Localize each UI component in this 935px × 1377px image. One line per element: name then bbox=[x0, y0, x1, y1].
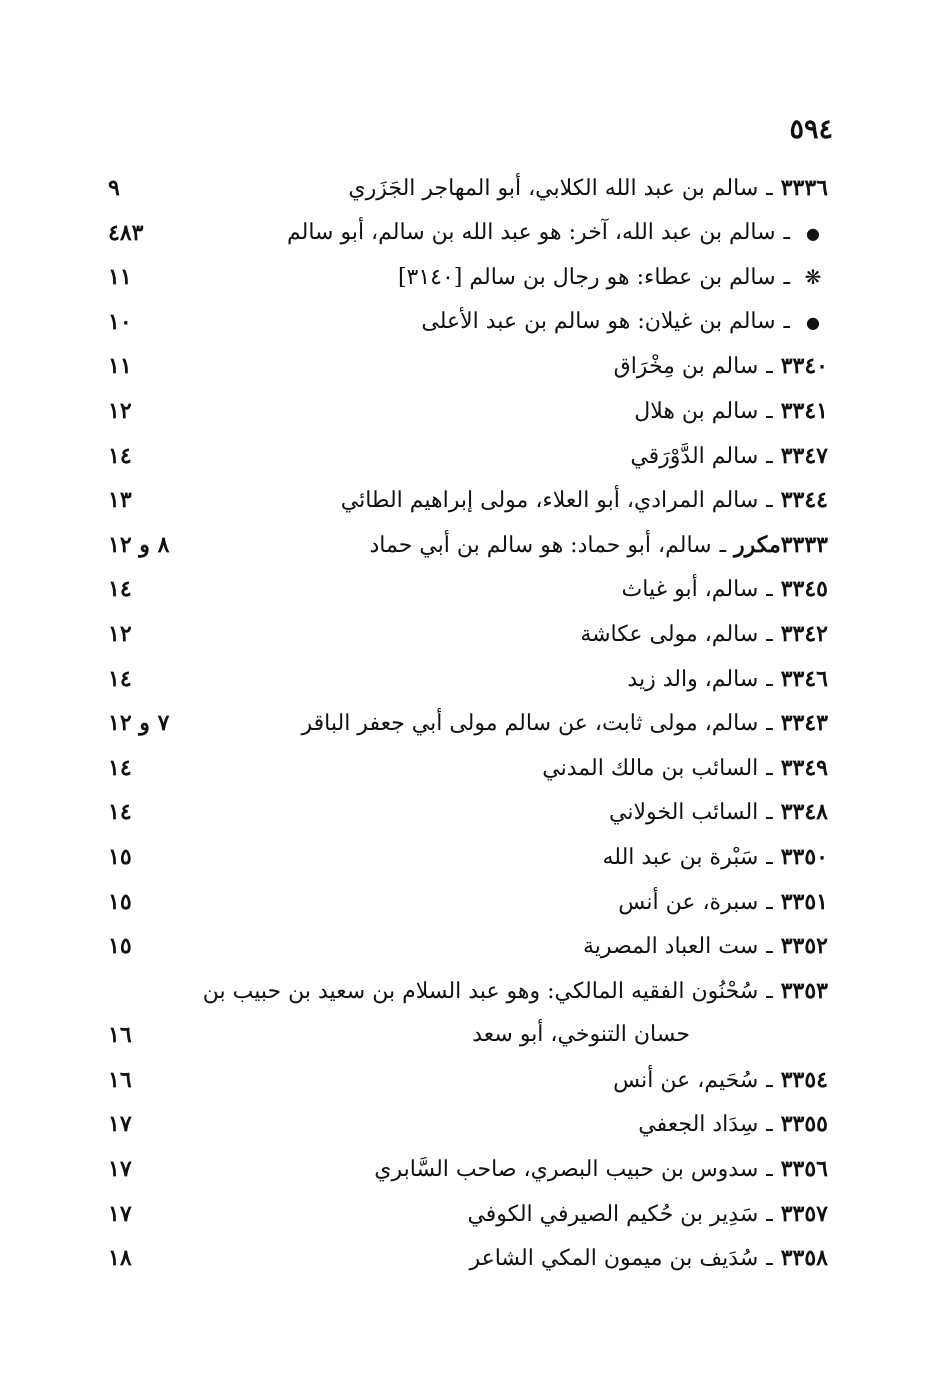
entry-page-ref: ١٧ bbox=[108, 1111, 132, 1138]
entry-page-ref: ١٦ bbox=[108, 1022, 132, 1049]
entry-name: سَدِير بن حُكيم الصيرفي الكوفي bbox=[467, 1201, 759, 1227]
entry-name: سِدَاد الجعفي bbox=[638, 1112, 759, 1138]
entry-dash: ـ bbox=[766, 666, 773, 692]
entry-dash: ـ bbox=[766, 488, 773, 514]
entry-dash: ـ bbox=[766, 889, 773, 915]
entry-dash: ـ bbox=[766, 621, 773, 647]
entry-dash: ـ bbox=[766, 844, 773, 870]
entry-page-ref: ١٤ bbox=[108, 576, 132, 603]
entry-page-ref: ١٣ bbox=[108, 487, 132, 514]
entry-name: سبرة، عن أنس bbox=[618, 889, 759, 915]
index-entry bbox=[108, 657, 828, 702]
entry-page-ref: ١٨ bbox=[108, 1245, 132, 1272]
entry-dash: ـ bbox=[766, 978, 773, 1004]
entry-name: سالم بن غيلان: هو سالم بن عبد الأعلى bbox=[421, 308, 776, 334]
entry-dash: ـ bbox=[766, 711, 773, 737]
entry-name: سالم بن عبد الله الكلابي، أبو المهاجر الجَزَري bbox=[348, 176, 759, 201]
index-entry bbox=[108, 434, 828, 479]
entry-page-ref: ١٥ bbox=[108, 933, 132, 960]
index-entry bbox=[108, 1236, 828, 1281]
entry-number: ٣٣٥٠ bbox=[780, 843, 828, 870]
entry-number: ٣٣٥٦ bbox=[780, 1156, 828, 1183]
entry-name: سَبْرة بن عبد الله bbox=[602, 844, 759, 870]
entry-page-ref: ٧ و ١٢ bbox=[108, 710, 170, 737]
entry-name: سُحَيم، عن أنس bbox=[613, 1067, 759, 1093]
entry-number: ٣٣٣٦ bbox=[780, 175, 828, 201]
entry-number: ٣٣٥٧ bbox=[780, 1200, 828, 1227]
asterisk-icon: ❋ bbox=[804, 265, 822, 290]
entry-number: ٣٣٤٧ bbox=[780, 442, 828, 469]
index-entry bbox=[108, 523, 828, 568]
page-number: ٥٩٤ bbox=[789, 114, 833, 145]
entry-name: سالم، مولى ثابت، عن سالم مولى أبي جعفر الباقر bbox=[301, 711, 759, 737]
bullet-dot-icon: ● bbox=[806, 223, 820, 243]
index-entry bbox=[108, 344, 828, 389]
index-entry bbox=[108, 612, 828, 657]
entry-dash: ـ bbox=[719, 532, 727, 558]
index-entry bbox=[108, 567, 828, 612]
entry-name: سُدَيف بن ميمون المكي الشاعر bbox=[469, 1246, 759, 1272]
entry-page-ref: ١١ bbox=[108, 264, 132, 291]
entry-name: سالم، أبو غياث bbox=[621, 577, 759, 603]
entry-name: سالم بن عبد الله، آخر: هو عبد الله بن سالم، أبو سالم bbox=[286, 219, 776, 245]
entry-dash: ـ bbox=[766, 934, 773, 960]
index-entry bbox=[108, 924, 828, 969]
entry-name: سدوس بن حبيب البصري، صاحب السَّابري bbox=[374, 1157, 759, 1183]
entry-dash: ـ bbox=[766, 577, 773, 603]
entry-page-ref: ١١ bbox=[108, 353, 132, 380]
index-entry bbox=[108, 1058, 828, 1103]
entry-page-ref: ١٥ bbox=[108, 843, 132, 870]
index-entry bbox=[108, 746, 828, 791]
index-entry bbox=[108, 255, 828, 300]
entry-dash: ـ bbox=[766, 755, 773, 781]
index-entry bbox=[108, 1192, 828, 1237]
entry-name: حسان التنوخي، أبو سعد bbox=[472, 1022, 690, 1048]
entry-name: سُحْنُون الفقيه المالكي: وهو عبد السلام بن سعيد بن حبيب بن bbox=[202, 978, 759, 1004]
entry-name: السائب بن مالك المدني bbox=[542, 755, 759, 781]
entry-dash: ـ bbox=[766, 354, 773, 380]
entry-page-ref: ٩ bbox=[108, 175, 120, 201]
index-entry bbox=[108, 969, 828, 1014]
entry-number: ٣٣٥٥ bbox=[780, 1111, 828, 1138]
entry-dash: ـ bbox=[766, 800, 773, 826]
entry-page-ref: ١٤ bbox=[108, 442, 132, 469]
entry-number: ٣٣٤٢ bbox=[780, 620, 828, 647]
index-entry bbox=[108, 1147, 828, 1192]
entry-name: سالم بن هلال bbox=[634, 398, 759, 424]
entry-dash: ـ bbox=[783, 219, 790, 245]
entry-number: ٣٣٥٨ bbox=[780, 1245, 828, 1272]
entry-number: ٣٣٥٢ bbox=[780, 933, 828, 960]
entry-dash: ـ bbox=[766, 1201, 773, 1227]
entry-dash: ـ bbox=[783, 265, 790, 291]
entry-page-ref: ١٦ bbox=[108, 1066, 132, 1093]
entry-page-ref: ٨ و ١٢ bbox=[108, 531, 170, 558]
entry-number: ٣٣٤٠ bbox=[780, 353, 828, 380]
entry-name: سالم بن مِخْرَاق bbox=[613, 354, 759, 380]
entry-dash: ـ bbox=[766, 1246, 773, 1272]
entry-number: ٣٣٥٤ bbox=[780, 1066, 828, 1093]
bullet-dot-icon: ● bbox=[806, 312, 820, 332]
entry-number: ٣٣٤٦ bbox=[780, 665, 828, 692]
entry-name: سالم، أبو حماد: هو سالم بن أبي حماد bbox=[369, 532, 712, 558]
entry-page-ref: ١٤ bbox=[108, 665, 132, 692]
entry-number: ٣٣٤٨ bbox=[780, 799, 828, 826]
entry-name: سالم، والد زيد bbox=[627, 666, 759, 692]
entry-page-ref: ١٤ bbox=[108, 799, 132, 826]
entry-name: سالم بن عطاء: هو رجال بن سالم [٣١٤٠] bbox=[397, 265, 776, 291]
entry-number: ٣٣٤٥ bbox=[780, 576, 828, 603]
index-entry bbox=[108, 1102, 828, 1147]
entry-name: ست العباد المصرية bbox=[583, 934, 759, 960]
entry-number: ٣٣٤٤ bbox=[780, 487, 828, 514]
entry-number: ٣٣٤٣ bbox=[780, 710, 828, 737]
entry-page-ref: ١٧ bbox=[108, 1200, 132, 1227]
index-entry-continuation bbox=[108, 1013, 828, 1058]
entry-number: ٣٣٣٣مكرر bbox=[734, 531, 828, 558]
entry-dash: ـ bbox=[766, 1157, 773, 1183]
entry-name: سالم المرادي، أبو العلاء، مولى إبراهيم الطائي bbox=[340, 488, 759, 514]
index-entry bbox=[108, 300, 828, 345]
entry-dash: ـ bbox=[766, 176, 773, 201]
entry-dash: ـ bbox=[766, 1112, 773, 1138]
entry-name: السائب الخولاني bbox=[609, 800, 759, 826]
index-entry bbox=[108, 701, 828, 746]
entry-dash: ـ bbox=[766, 1067, 773, 1093]
index-entry bbox=[108, 880, 828, 925]
entry-dash: ـ bbox=[783, 308, 790, 334]
entry-dash: ـ bbox=[766, 398, 773, 424]
entry-number: ٣٣٥١ bbox=[780, 888, 828, 915]
entry-page-ref: ١٠ bbox=[108, 308, 132, 335]
index-entry bbox=[108, 478, 828, 523]
index-entry bbox=[108, 389, 828, 434]
entry-page-ref: ١٢ bbox=[108, 397, 132, 424]
index-entry bbox=[108, 166, 828, 211]
index-entry bbox=[108, 211, 828, 256]
index-entry bbox=[108, 835, 828, 880]
entry-page-ref: ١٢ bbox=[108, 620, 132, 647]
entry-page-ref: ١٥ bbox=[108, 888, 132, 915]
entry-name: سالم الدَّوْرَقي bbox=[630, 443, 759, 469]
entry-number: ٣٣٥٣ bbox=[780, 977, 828, 1004]
entry-number: ٣٣٤١ bbox=[780, 397, 828, 424]
entry-page-ref: ١٤ bbox=[108, 754, 132, 781]
entry-name: سالم، مولى عكاشة bbox=[580, 621, 759, 647]
entry-page-ref: ١٧ bbox=[108, 1156, 132, 1183]
entry-page-ref: ٤٨٣ bbox=[108, 219, 144, 246]
entry-number: ٣٣٤٩ bbox=[780, 754, 828, 781]
index-entries bbox=[108, 166, 828, 1281]
index-entry bbox=[108, 790, 828, 835]
entry-dash: ـ bbox=[766, 443, 773, 469]
